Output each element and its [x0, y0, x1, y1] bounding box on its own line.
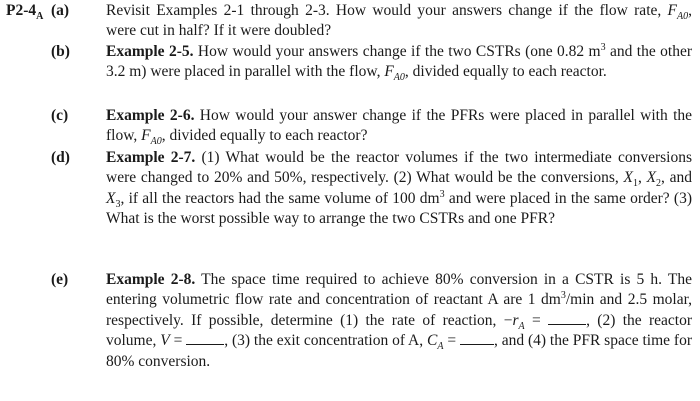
part-b — [51, 41, 692, 84]
problem-number: $P2-4_A$ — [6, 2, 44, 23]
part-d-label: (d) — [51, 149, 70, 166]
answer-blank-rate[interactable] — [548, 312, 586, 325]
part-d — [51, 148, 693, 230]
part-c-label: (c) — [51, 107, 69, 124]
part-e-label: (e) — [51, 271, 69, 288]
part-e-text: Example 2-8. The space time required to achieve 80% conversion in a CSTR is 5 h. The entering volumetric flow rate and concentration of reactant A are 1 $dm^3/\min$ and 2.5 molar, respectively. If possible, determine (1) the rate of reaction, $-r_A$ = , (2) the reactor volume, V = , (3) the exit concentration of A, $C_A$ = , and (4) the PFR space time for 80% conversion. — [106, 271, 693, 370]
part-a-label: (a) — [51, 2, 70, 19]
part-e — [51, 270, 693, 372]
part-d-text: Example 2-7. (1) What would be the reactor volumes if the two intermediate conversions were changed to 20% and 50%, respectively. (2) What would be the conversions, $X_1$, $X_2$, and $X_3$, if all the reactors had the same volume of 100 $dm^3$ and were placed in the same order? (3) What is the worst possible way to arrange the two CSTRs and one PFR? — [106, 149, 693, 228]
part-c — [51, 106, 693, 148]
part-b-label: (b) — [51, 43, 70, 60]
answer-blank-volume[interactable] — [186, 332, 224, 345]
part-a-text: Revisit Examples 2-1 through 2-3. How would your answers change if the flow rate, $F_{A0}$, were cut in half? If it were doubled? — [106, 2, 692, 40]
part-c-text: Example 2-6. How would your answer change if the PFRs were placed in parallel with the flow, $F_{A0}$, divided equally to each reactor? — [106, 107, 693, 148]
part-b-text: Example 2-5. How would your answers change if the two CSTRs (one 0.82 $m^3$ and the other 3.2 m) were placed in parallel with the flow, $F_{A0}$, divided equally to each reactor. — [106, 41, 692, 84]
answer-blank-concentration[interactable] — [460, 332, 494, 345]
part-a — [51, 1, 692, 42]
